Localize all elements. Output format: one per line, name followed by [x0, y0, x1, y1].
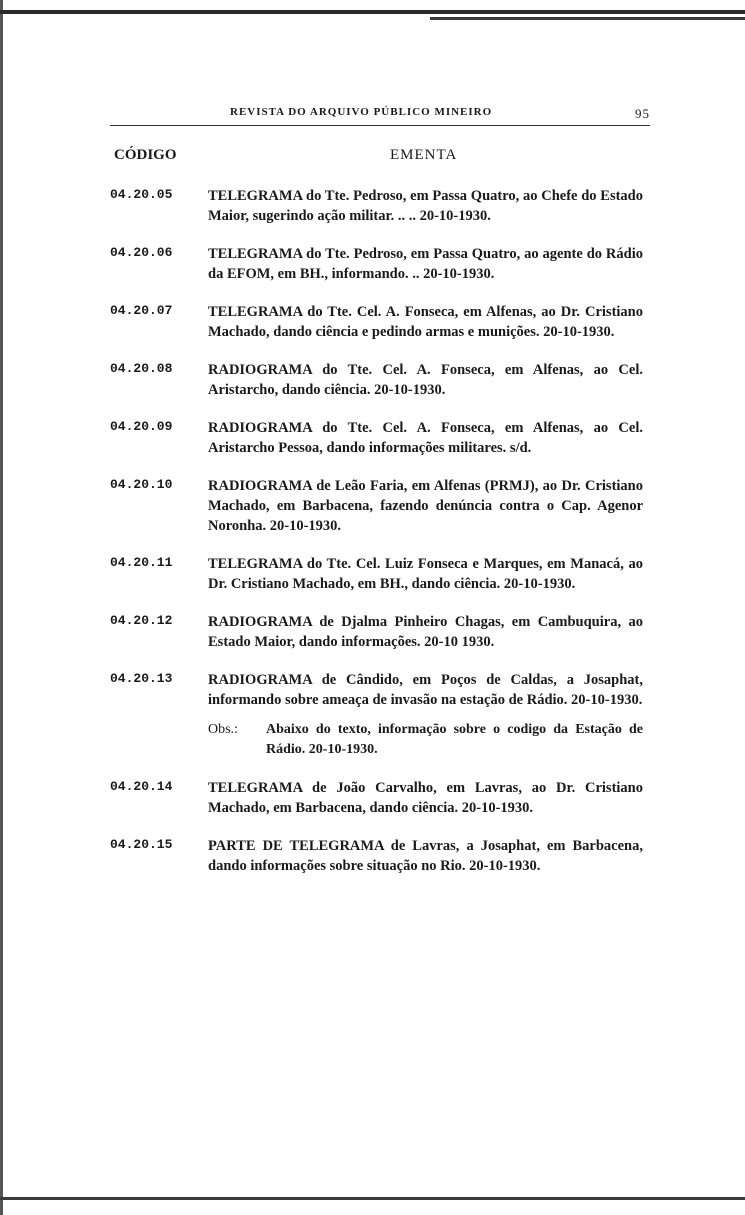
entry-text: RADIOGRAMA do Tte. Cel. A. Fonseca, em Alfenas, ao Cel. Aristarcho Pessoa, dando informações militares. s/d.: [208, 420, 643, 456]
entry-text: TELEGRAMA do Tte. Cel. A. Fonseca, em Alfenas, ao Dr. Cristiano Machado, dando ciência e pedindo armas e munições. 20-10-1930.: [208, 304, 643, 340]
entry-code: 04.20.08: [110, 361, 173, 376]
top-rule: [0, 10, 745, 14]
entry-row: [110, 836, 650, 876]
header-divider: [110, 125, 650, 126]
entry-list: [110, 186, 650, 894]
entry-code: 04.20.06: [110, 245, 173, 260]
entry-row: [110, 244, 650, 284]
top-rule-secondary: [430, 17, 745, 20]
entry-row: [110, 360, 650, 400]
entry-text: RADIOGRAMA do Tte. Cel. A. Fonseca, em Alfenas, ao Cel. Aristarcho, dando ciência. 20-10-1930.: [208, 362, 643, 398]
entry-row: [110, 778, 650, 818]
entry-code: 04.20.14: [110, 779, 173, 794]
bottom-rule: [0, 1197, 745, 1200]
column-header-ementa: EMENTA: [390, 147, 458, 163]
page-edge: [0, 0, 3, 1215]
running-header: [110, 106, 650, 122]
column-header-code: CÓDIGO: [114, 147, 177, 163]
entry-text: TELEGRAMA do Tte. Pedroso, em Passa Quatro, ao agente do Rádio da EFOM, em BH., informando. .. 20-10-1930.: [208, 246, 643, 282]
entry-text: RADIOGRAMA de Djalma Pinheiro Chagas, em Cambuquira, ao Estado Maior, dando informações. 20-10 1930.: [208, 614, 643, 650]
entry-row: [110, 476, 650, 536]
observation-note: [208, 720, 643, 760]
entry-code: 04.20.15: [110, 837, 173, 852]
entry-code: 04.20.09: [110, 419, 173, 434]
entry-row: [110, 418, 650, 458]
journal-title: REVISTA DO ARQUIVO PÚBLICO MINEIRO: [230, 106, 493, 118]
entry-row: [110, 670, 650, 710]
entry-code: 04.20.13: [110, 671, 173, 686]
entry-text: PARTE DE TELEGRAMA de Lavras, a Josaphat, em Barbacena, dando informações sobre situação no Rio. 20-10-1930.: [208, 838, 643, 874]
observation-text: Abaixo do texto, informação sobre o codigo da Estação de Rádio. 20-10-1930.: [266, 722, 643, 757]
entry-row: [110, 612, 650, 652]
entry-code: 04.20.11: [110, 555, 173, 570]
entry-row: [110, 186, 650, 226]
entry-text: TELEGRAMA do Tte. Cel. Luiz Fonseca e Marques, em Manacá, ao Dr. Cristiano Machado, em BH., dando ciência. 20-10-1930.: [208, 556, 643, 592]
entry-text: RADIOGRAMA de Cândido, em Poços de Caldas, a Josaphat, informando sobre ameaça de invasão na estação de Rádio. 20-10-1930.: [208, 672, 643, 708]
observation-label: Obs.:: [208, 722, 238, 737]
page-number: 95: [635, 106, 650, 121]
entry-text: RADIOGRAMA de Leão Faria, em Alfenas (PRMJ), ao Dr. Cristiano Machado, em Barbacena, fazendo denúncia contra o Cap. Agenor Noronha. 20-10-1930.: [208, 478, 643, 534]
entry-code: 04.20.12: [110, 613, 173, 628]
entry-row: [110, 302, 650, 342]
entry-code: 04.20.10: [110, 477, 173, 492]
entry-code: 04.20.07: [110, 303, 173, 318]
entry-text: TELEGRAMA do Tte. Pedroso, em Passa Quatro, ao Chefe do Estado Maior, sugerindo ação militar. .. .. 20-10-1930.: [208, 188, 643, 224]
entry-row: [110, 554, 650, 594]
entry-text: TELEGRAMA de João Carvalho, em Lavras, ao Dr. Cristiano Machado, em Barbacena, dando ciência. 20-10-1930.: [208, 780, 643, 816]
entry-code: 04.20.05: [110, 187, 173, 202]
